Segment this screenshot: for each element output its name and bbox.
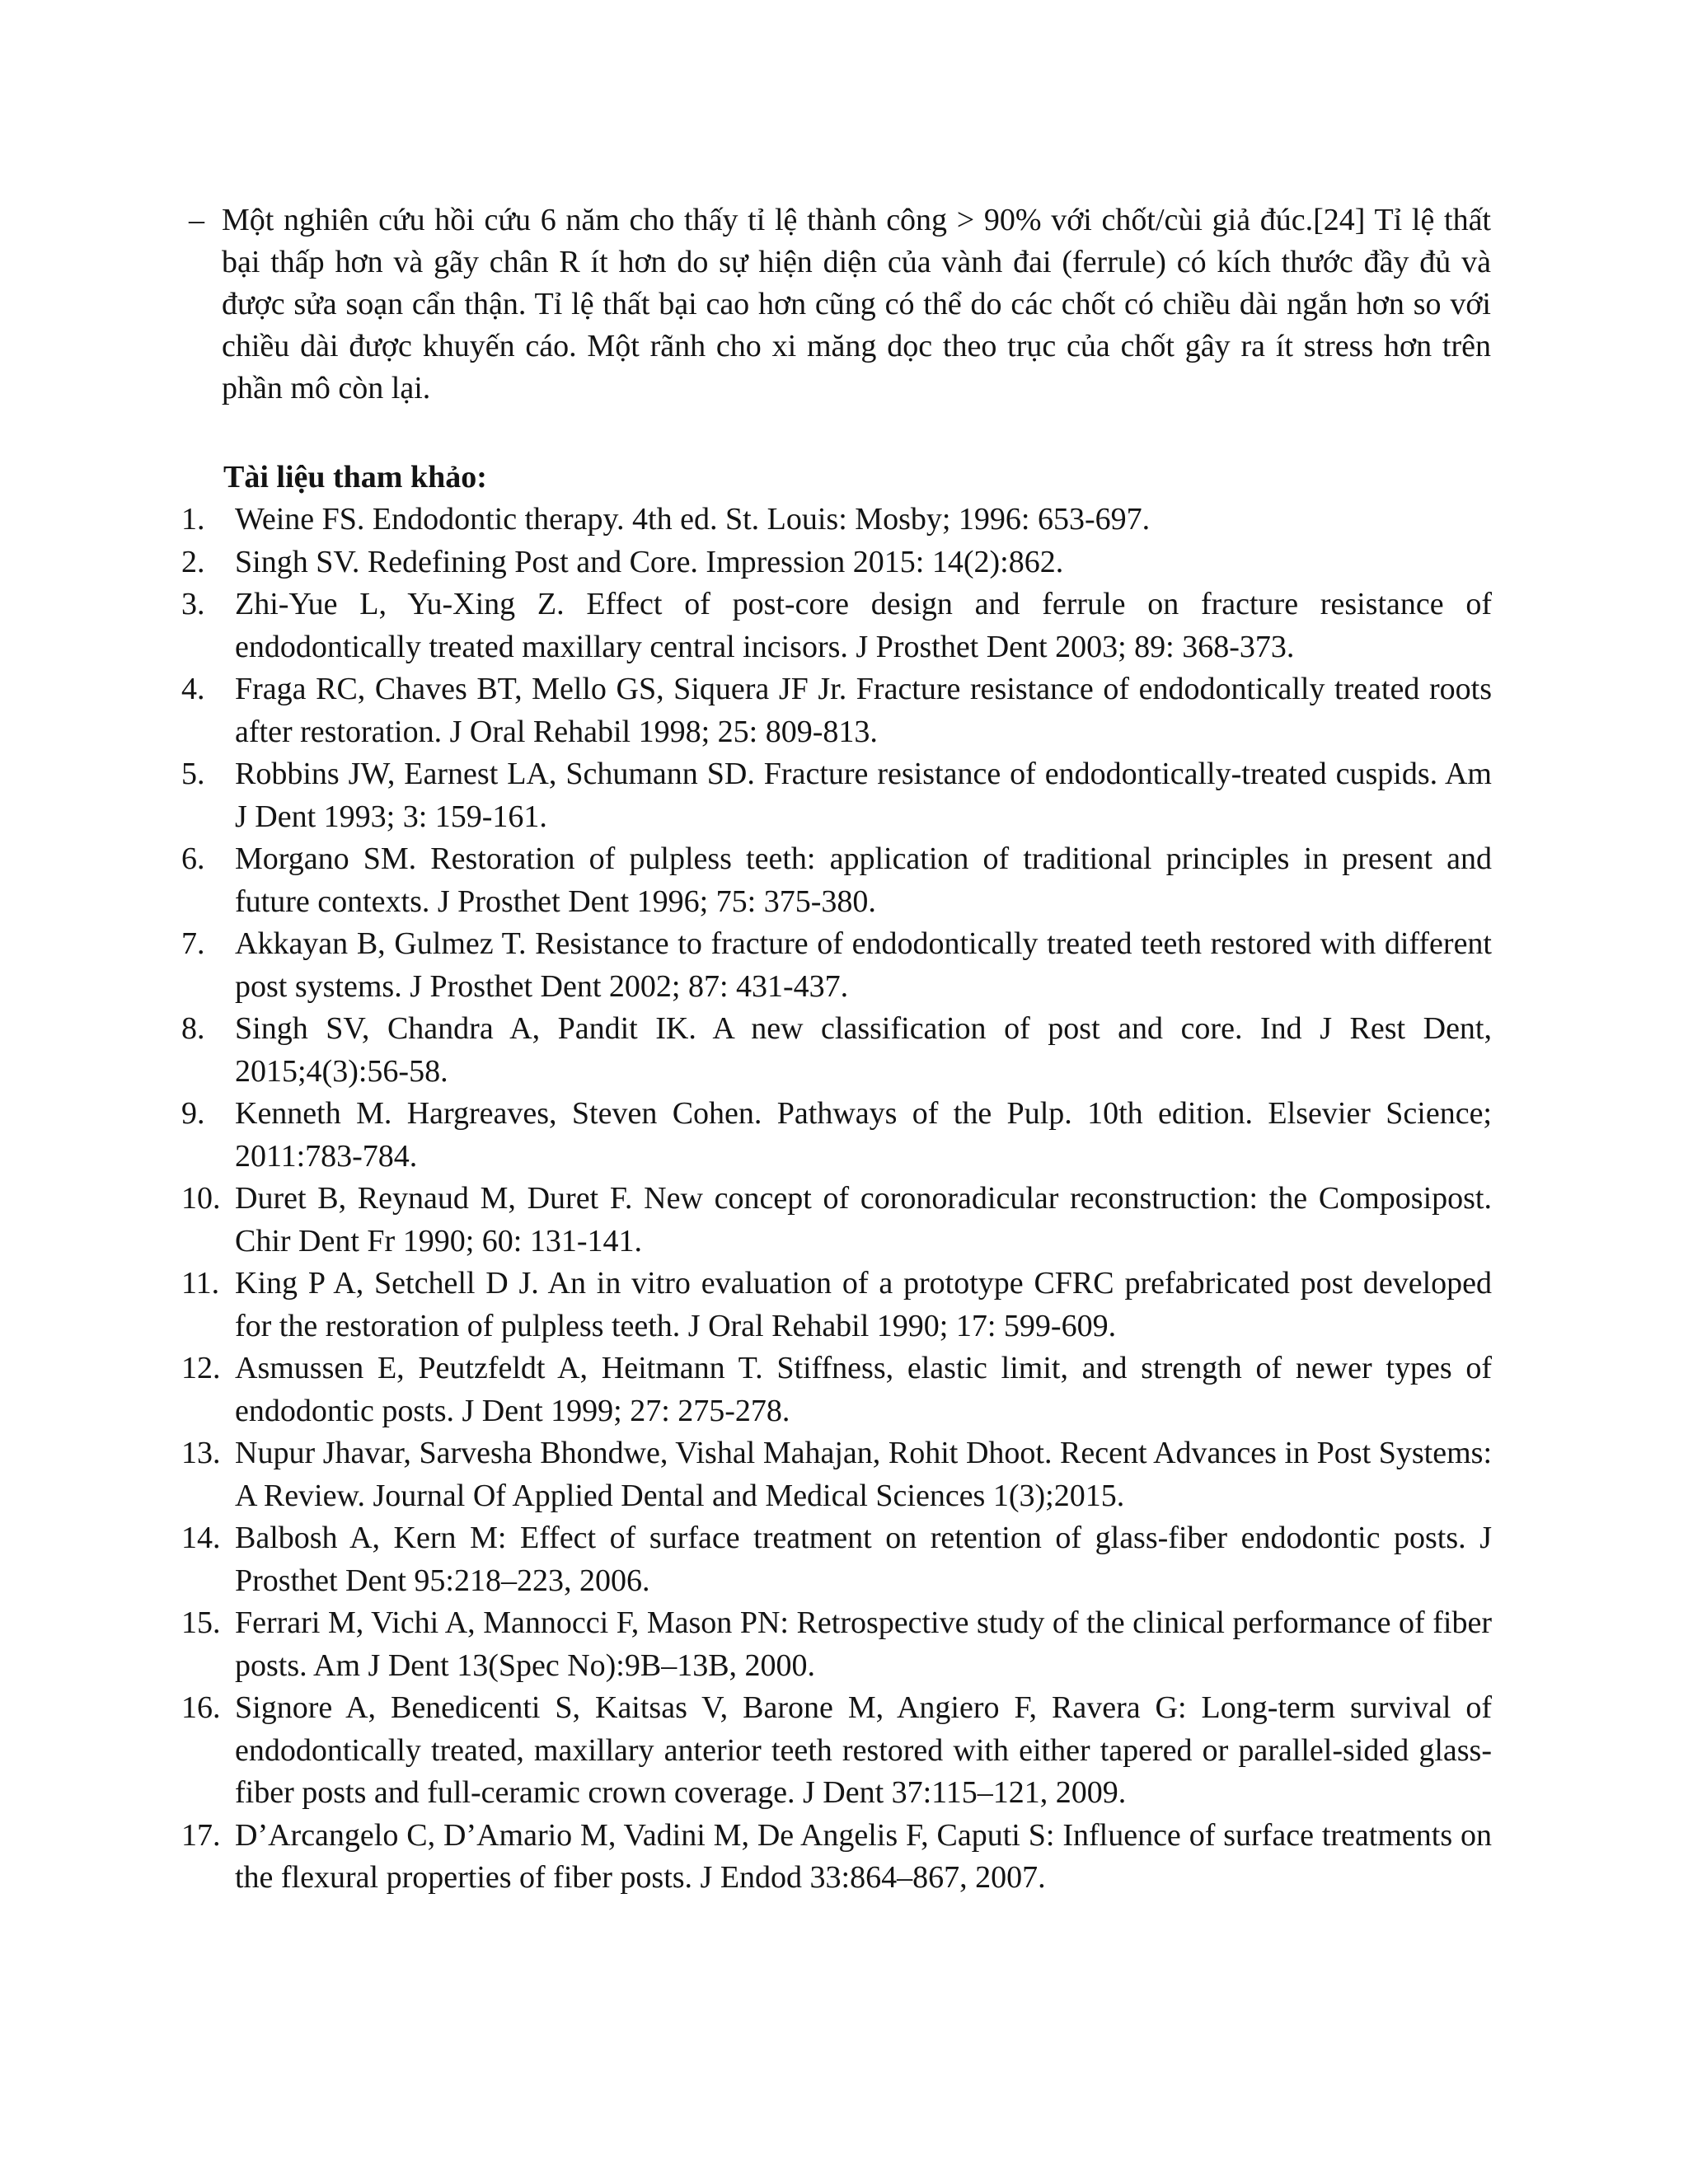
reference-text: Singh SV, Chandra A, Pandit IK. A new classification of post and core. Ind J Rest Dent, 2015;4(3):56-58. (235, 1011, 1492, 1089)
reference-number: 7. (181, 926, 205, 961)
reference-text: Nupur Jhavar, Sarvesha Bhondwe, Vishal Mahajan, Rohit Dhoot. Recent Advances in Post Systems: A Review. Journal Of Applied Dental and Medical Sciences 1(3);2015. (235, 1436, 1492, 1513)
reference-number: 8. (181, 1011, 205, 1046)
reference-item (181, 1008, 1492, 1093)
reference-number: 4. (181, 672, 205, 706)
reference-text: Singh SV. Redefining Post and Core. Impression 2015: 14(2):862. (235, 544, 1064, 579)
reference-item (181, 1815, 1492, 1900)
reference-text: King P A, Setchell D J. An in vitro evaluation of a prototype CFRC prefabricated post developed for the restoration of pulpless teeth. J Oral Rehabil 1990; 17: 599-609. (235, 1266, 1492, 1343)
reference-item (181, 1178, 1492, 1263)
reference-text: Kenneth M. Hargreaves, Steven Cohen. Pathways of the Pulp. 10th edition. Elsevier Science; 2011:783-784. (235, 1096, 1492, 1174)
reference-text: Robbins JW, Earnest LA, Schumann SD. Fracture resistance of endodontically-treated cuspids. Am J Dent 1993; 3: 159-161. (235, 757, 1492, 834)
reference-text: Morgano SM. Restoration of pulpless teeth: application of traditional principles in present and future contexts. J Prosthet Dent 1996; 75: 375-380. (235, 841, 1492, 919)
reference-item (181, 668, 1492, 753)
bullet-dash: – (189, 203, 204, 237)
reference-number: 15. (181, 1605, 221, 1640)
reference-number: 5. (181, 757, 205, 791)
reference-item (181, 1347, 1492, 1432)
reference-number: 3. (181, 587, 205, 621)
reference-text: Signore A, Benedicenti S, Kaitsas V, Barone M, Angiero F, Ravera G: Long-term survival of endodontically treated, maxillary anterior teeth restored with either tapered or parallel-sided glass-fiber posts and full-ceramic crown coverage. J Dent 37:115–121, 2009. (235, 1690, 1492, 1810)
reference-item (181, 1602, 1492, 1687)
reference-number: 6. (181, 841, 205, 876)
references-heading: Tài liệu tham khảo: (223, 460, 487, 494)
reference-text: D’Arcangelo C, D’Amario M, Vadini M, De Angelis F, Caputi S: Influence of surface treatments on the flexural properties of fiber posts. J Endod 33:864–867, 2007. (235, 1817, 1492, 1895)
reference-text: Akkayan B, Gulmez T. Resistance to fracture of endodontically treated teeth restored with different post systems. J Prosthet Dent 2002; 87: 431-437. (235, 926, 1492, 1004)
bullet-text: Một nghiên cứu hồi cứu 6 năm cho thấy tỉ lệ thành công > 90% với chốt/cùi giả đúc.[24] Tỉ lệ thất bại thấp hơn và gãy chân R ít hơn do sự hiện diện của vành đai (ferrule) có kích thước đầy đủ và được sửa soạn cẩn thận. Tỉ lệ thất bại cao hơn cũng có thể do các chốt có chiều dài ngắn hơn so với chiều dài được khuyến cáo. Một rãnh cho xi măng dọc theo trục của chốt gây ra ít stress hơn trên phần mô còn lại. (222, 203, 1491, 405)
reference-item (181, 1263, 1492, 1347)
reference-text: Ferrari M, Vichi A, Mannocci F, Mason PN: Retrospective study of the clinical performance of fiber posts. Am J Dent 13(Spec No):9B–13B, 2000. (235, 1605, 1492, 1683)
reference-item (181, 1517, 1492, 1602)
reference-number: 10. (181, 1181, 221, 1216)
reference-number: 12. (181, 1351, 221, 1385)
bullet-paragraph (189, 199, 1491, 410)
reference-number: 16. (181, 1690, 221, 1725)
reference-number: 11. (181, 1266, 220, 1301)
reference-item (181, 753, 1492, 838)
reference-number: 2. (181, 544, 205, 579)
reference-number: 9. (181, 1096, 205, 1131)
reference-number: 13. (181, 1436, 221, 1470)
reference-text: Weine FS. Endodontic therapy. 4th ed. St. Louis: Mosby; 1996: 653-697. (235, 502, 1151, 537)
reference-item (181, 499, 1492, 541)
reference-text: Zhi-Yue L, Yu-Xing Z. Effect of post-core design and ferrule on fracture resistance of endodontically treated maxillary central incisors. J Prosthet Dent 2003; 89: 368-373. (235, 587, 1492, 664)
reference-number: 17. (181, 1817, 221, 1853)
reference-item (181, 1093, 1492, 1178)
reference-text: Balbosh A, Kern M: Effect of surface treatment on retention of glass-fiber endodontic posts. J Prosthet Dent 95:218–223, 2006. (235, 1521, 1492, 1598)
reference-item (181, 923, 1492, 1008)
reference-list (181, 499, 1492, 1900)
reference-item (181, 541, 1492, 584)
reference-item (181, 583, 1492, 668)
reference-text: Fraga RC, Chaves BT, Mello GS, Siquera JF Jr. Fracture resistance of endodontically treated roots after restoration. J Oral Rehabil 1998; 25: 809-813. (235, 672, 1492, 749)
reference-item (181, 1432, 1492, 1517)
reference-number: 14. (181, 1521, 221, 1555)
reference-number: 1. (181, 502, 205, 537)
reference-item (181, 1687, 1492, 1815)
reference-item (181, 838, 1492, 923)
reference-text: Duret B, Reynaud M, Duret F. New concept of coronoradicular reconstruction: the Composipost. Chir Dent Fr 1990; 60: 131-141. (235, 1181, 1492, 1258)
reference-text: Asmussen E, Peutzfeldt A, Heitmann T. Stiffness, elastic limit, and strength of newer types of endodontic posts. J Dent 1999; 27: 275-278. (235, 1351, 1492, 1428)
